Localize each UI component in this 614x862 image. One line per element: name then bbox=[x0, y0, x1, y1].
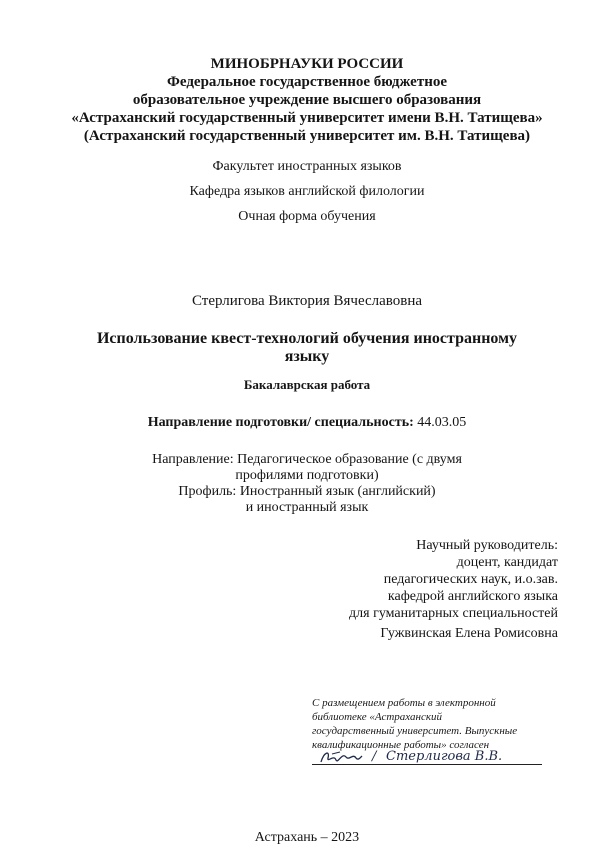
signature-separator: / bbox=[372, 749, 377, 764]
supervisor-line-2: доцент, кандидат bbox=[456, 555, 558, 570]
supervisor-line-4: кафедрой английского языка bbox=[387, 589, 558, 604]
signature-underline bbox=[312, 764, 542, 765]
profile-line-2: и иностранный язык bbox=[245, 500, 369, 515]
library-consent bbox=[312, 696, 562, 752]
thesis-title-line-1: Использование квест-технологий обучения иностранному bbox=[96, 330, 517, 347]
study-form: Очная форма обучения bbox=[238, 209, 376, 224]
handwritten-signature-icon bbox=[318, 748, 364, 768]
consent-line-4: квалификационные работы» согласен bbox=[312, 739, 490, 751]
ministry-name: МИНОБРНАУКИ РОССИИ bbox=[210, 56, 404, 72]
faculty-name: Факультет иностранных языков bbox=[212, 159, 402, 174]
handwritten-name: Стерлигова В.В. bbox=[386, 749, 503, 764]
author-name: Стерлигова Виктория Вячеславовна bbox=[191, 293, 423, 309]
consent-line-3: государственный университет. Выпускные bbox=[312, 725, 518, 737]
supervisor-line-1: Научный руководитель: bbox=[416, 538, 558, 553]
institution-line-3: «Астраханский государственный университет имени В.Н. Татищева» bbox=[71, 110, 543, 126]
institution-line-4: (Астраханский государственный университет им. В.Н. Татищева) bbox=[83, 128, 531, 144]
city-year: Астрахань – 2023 bbox=[254, 830, 360, 845]
work-type: Бакалаврская работа bbox=[243, 377, 371, 392]
institution-line-2: образовательное учреждение высшего образования bbox=[132, 92, 482, 108]
institution-line-1: Федеральное государственное бюджетное bbox=[166, 74, 448, 90]
consent-line-2: библиотеке «Астраханский bbox=[312, 711, 443, 723]
department-name: Кафедра языков английской филологии bbox=[189, 184, 425, 199]
specialty-label: Направление подготовки/ специальность: bbox=[147, 415, 414, 430]
thesis-title-line-2: языку bbox=[284, 348, 330, 365]
supervisor-name: Гужвинская Елена Ромисовна bbox=[380, 626, 558, 641]
direction-line-1: Направление: Педагогическое образование (с двумя bbox=[152, 452, 462, 467]
consent-line-1: С размещением работы в электронной bbox=[312, 697, 496, 709]
specialty-line bbox=[0, 414, 614, 431]
direction-line-2: профилями подготовки) bbox=[235, 468, 379, 483]
specialty-value: 44.03.05 bbox=[413, 415, 467, 430]
supervisor-line-3: педагогических наук, и.о.зав. bbox=[383, 572, 558, 587]
supervisor-line-5: для гуманитарных специальностей bbox=[349, 606, 558, 621]
profile-line-1: Профиль: Иностранный язык (английский) bbox=[178, 484, 436, 499]
